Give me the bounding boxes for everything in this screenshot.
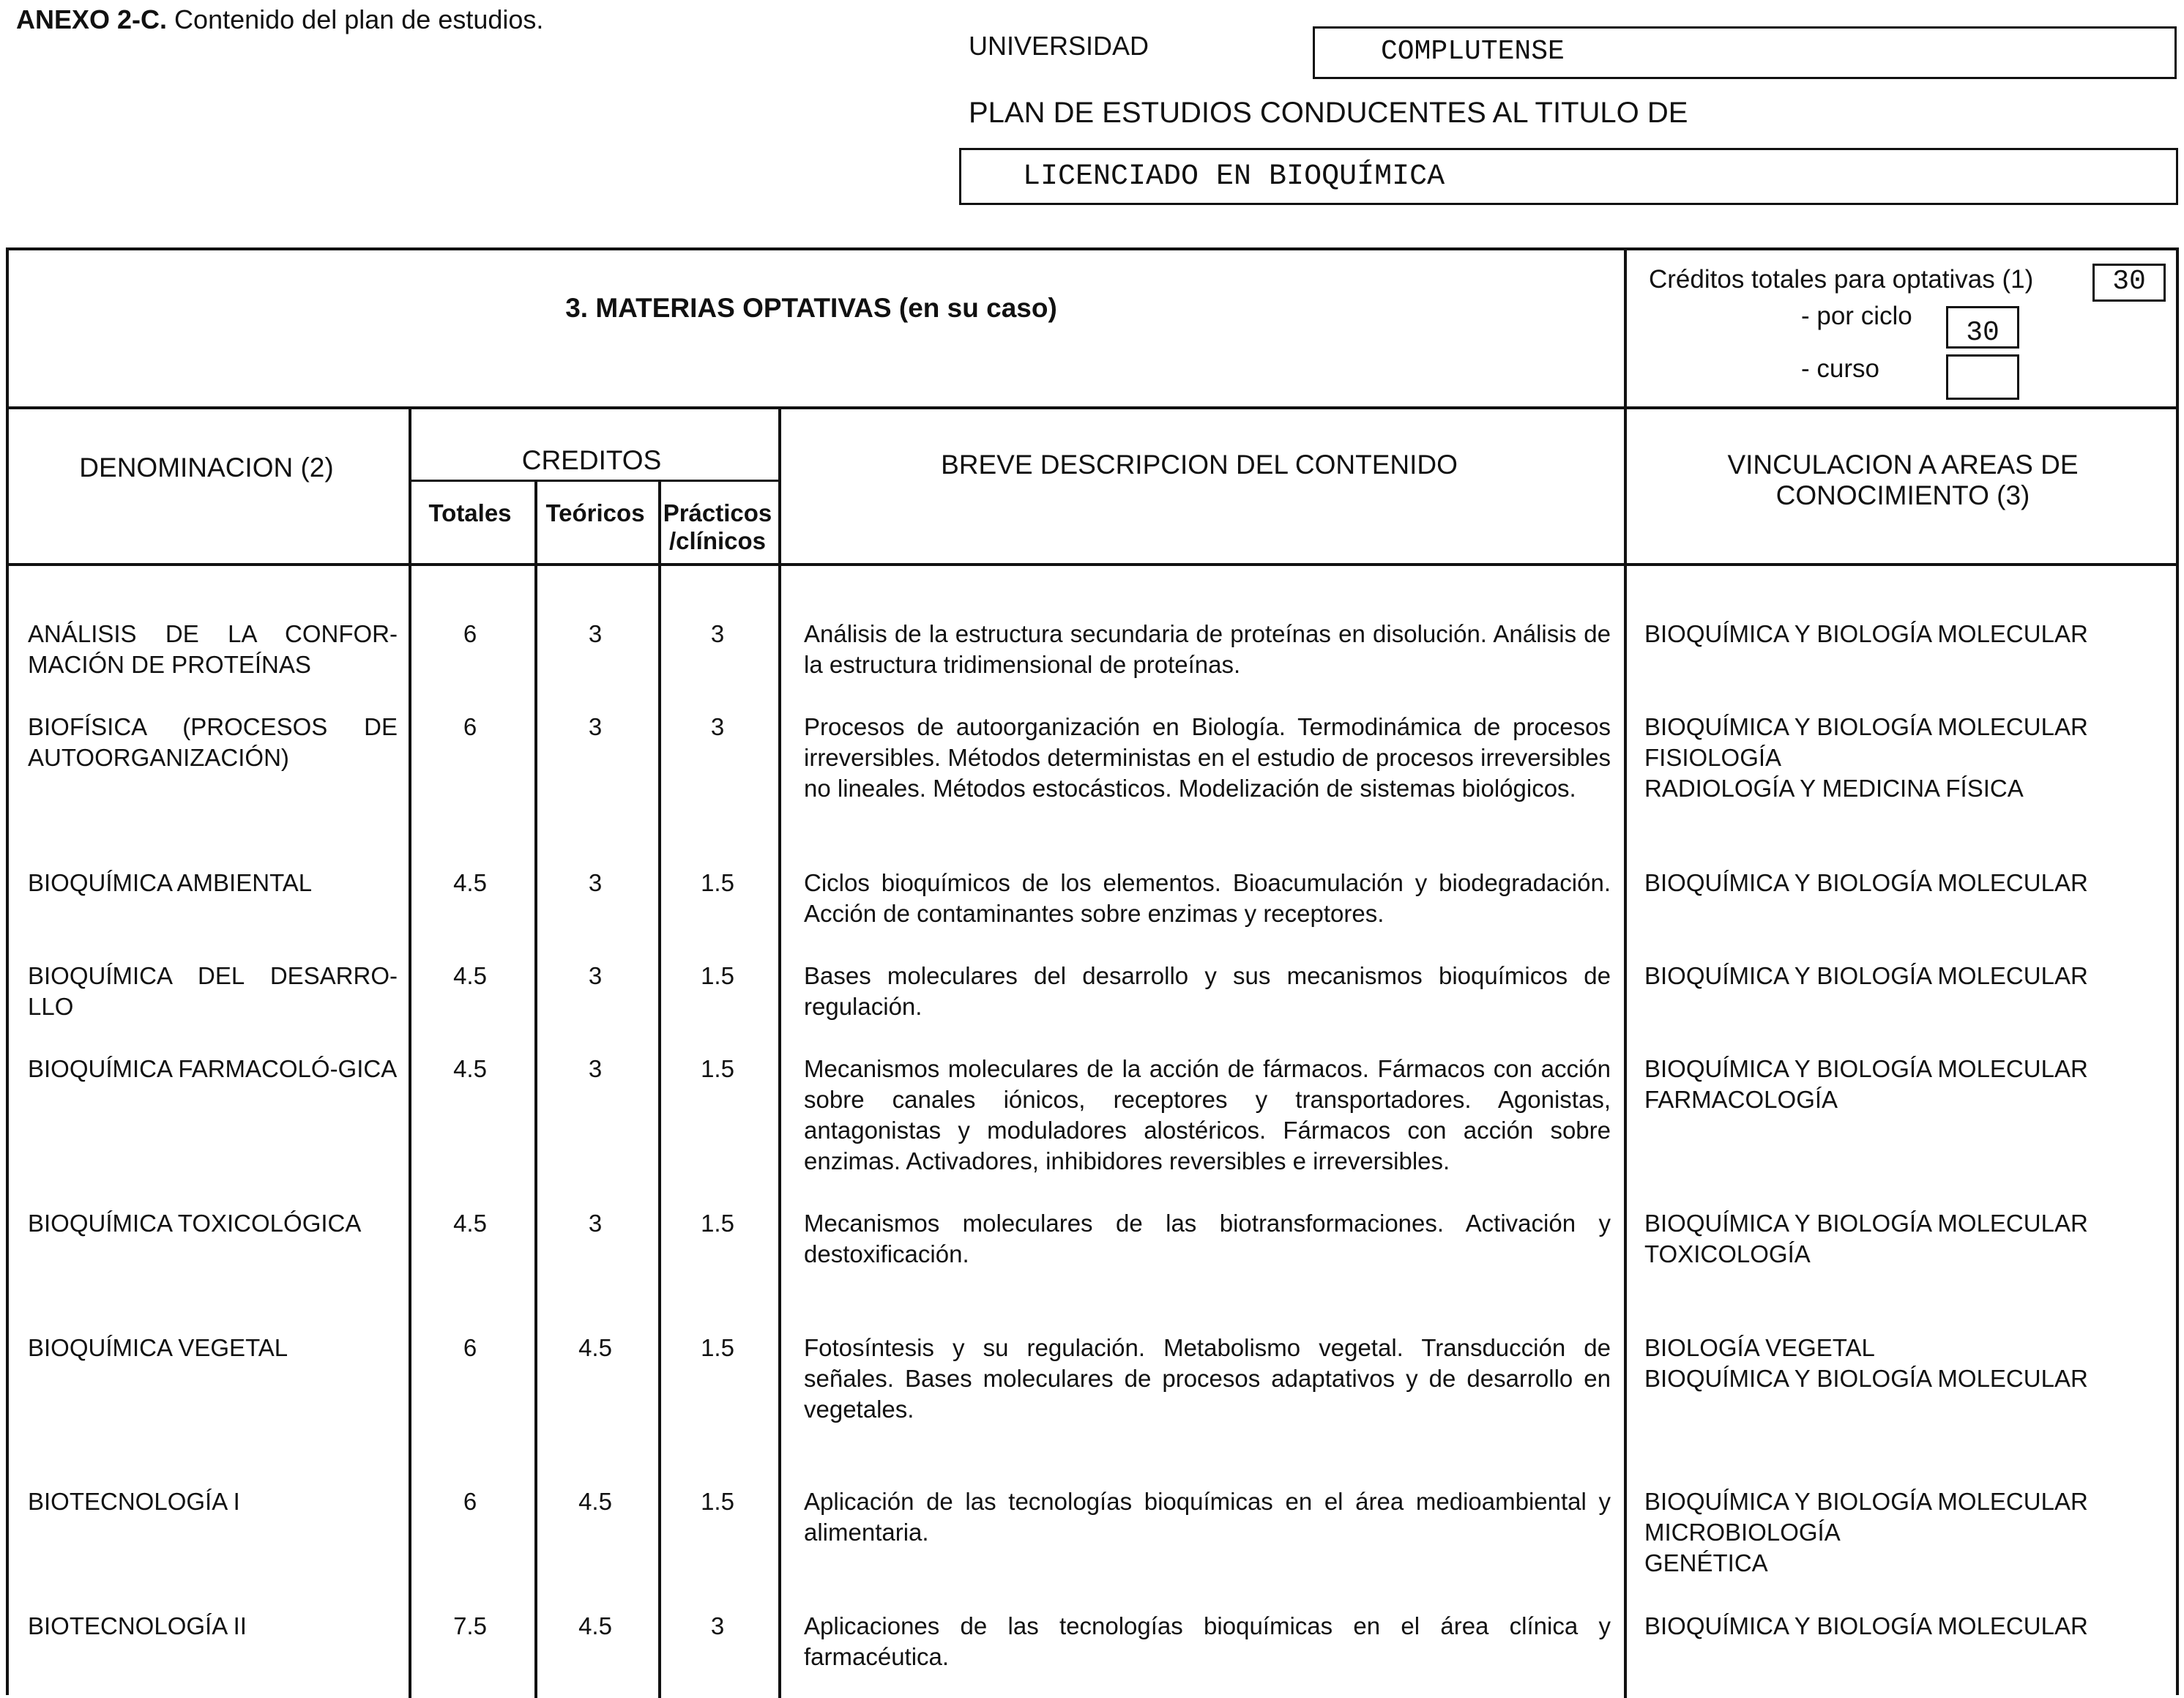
credits-total: 4.5 [453,962,487,989]
per-cycle-label: - por ciclo [1801,302,1912,330]
course-description: Aplicación de las tecnologías bioquímicas en el área medioambiental y alimentaria. [804,1488,1611,1546]
knowledge-areas: BIOQUÍMICA Y BIOLOGÍA MOLECULAR [1644,962,2088,989]
course-description: Bases moleculares del desarrollo y sus mecanismos bioquímicos de regulación. [804,962,1611,1020]
divider [778,406,781,1698]
course-description: Análisis de la estructura secundaria de proteínas en disolución. Análisis de la estructura tridimensional de proteínas. [804,620,1611,678]
knowledge-areas: BIOLOGÍA VEGETAL BIOQUÍMICA Y BIOLOGÍA MOLECULAR [1644,1334,2088,1392]
credits-theory: 3 [588,1210,603,1237]
knowledge-areas: BIOQUÍMICA Y BIOLOGÍA MOLECULAR FARMACOLOGÍA [1644,1055,2088,1113]
divider [409,480,778,482]
course-name: BIOQUÍMICA AMBIENTAL [28,869,313,896]
credits-total: 4.5 [453,1055,487,1082]
annex-title [16,4,543,35]
knowledge-areas: BIOQUÍMICA Y BIOLOGÍA MOLECULAR MICROBIOLOGÍA GENÉTICA [1644,1488,2088,1576]
divider [9,563,2176,566]
course-description: Mecanismos moleculares de la acción de fármacos. Fármacos con acción sobre canales iónicos, receptores y transportadores. Agonistas, antagonistas y moduladores alostéricos. Fármacos con acción sobre enzimas. Activadores, inhibidores reversibles e irreversibles. [804,1055,1611,1174]
credits-practice: 3 [710,620,725,647]
credits-total: 6 [463,713,477,740]
credits-total: 6 [463,620,477,647]
course-name: ANÁLISIS DE LA CONFOR-MACIÓN DE PROTEÍNAS [28,620,398,678]
credits-practice: 1.5 [701,869,734,896]
credits-theory: 4.5 [578,1488,612,1515]
column-header-totals: Totales [428,499,512,526]
knowledge-areas: BIOQUÍMICA Y BIOLOGÍA MOLECULAR [1644,620,2088,647]
credits-total: 6 [463,1488,477,1515]
credits-practice: 1.5 [701,1334,734,1361]
column-header-areas-line1: VINCULACION A AREAS DE [1727,450,2079,480]
degree-field: LICENCIADO EN BIOQUÍMICA [959,148,2178,205]
knowledge-areas: BIOQUÍMICA Y BIOLOGÍA MOLECULAR TOXICOLOGÍA [1644,1210,2088,1267]
credits-practice: 1.5 [701,1210,734,1237]
credits-theory: 3 [588,869,603,896]
university-label: UNIVERSIDAD [969,31,1149,61]
credits-theory: 3 [588,1055,603,1082]
column-header-areas [1624,450,2182,511]
credits-theory: 3 [588,962,603,989]
credits-practice: 1.5 [701,962,734,989]
credits-total: 4.5 [453,1210,487,1237]
credits-total: 7.5 [453,1612,487,1639]
course-name: BIOFÍSICA (PROCESOS DE AUTOORGANIZACIÓN) [28,713,398,771]
credits-practice: 3 [710,1612,725,1639]
course-name: BIOQUÍMICA FARMACOLÓ-GICA [28,1055,398,1082]
column-header-name: DENOMINACION (2) [79,453,334,483]
column-header-credits: CREDITOS [521,445,662,475]
knowledge-areas: BIOQUÍMICA Y BIOLOGÍA MOLECULAR FISIOLOGÍA RADIOLOGÍA Y MEDICINA FÍSICA [1644,713,2088,802]
credits-theory: 4.5 [578,1612,612,1639]
knowledge-areas: BIOQUÍMICA Y BIOLOGÍA MOLECULAR [1644,1612,2088,1639]
course-description: Ciclos bioquímicos de los elementos. Bioacumulación y biodegradación. Acción de contaminantes sobre enzimas y receptores. [804,869,1611,927]
column-header-practice-line2: /clínicos [668,527,767,554]
course-name: BIOQUÍMICA DEL DESARRO-LLO [28,962,398,1020]
course-name: BIOQUÍMICA TOXICOLÓGICA [28,1210,362,1237]
course-name: BIOTECNOLOGÍA II [28,1612,247,1639]
column-header-practice-line1: Prácticos [663,499,772,526]
credits-theory: 3 [588,620,603,647]
credits-practice: 1.5 [701,1488,734,1515]
divider [9,406,2176,409]
course-description: Fotosíntesis y su regulación. Metabolismo vegetal. Transducción de señales. Bases moleculares de procesos adaptativos y de desarrollo en vegetales. [804,1334,1611,1423]
credits-theory: 4.5 [578,1334,612,1361]
course-name: BIOQUÍMICA VEGETAL [28,1334,288,1361]
course-description: Aplicaciones de las tecnologías bioquímicas en el área clínica y farmacéutica. [804,1612,1611,1670]
credits-practice: 3 [710,713,725,740]
column-header-theory: Teóricos [545,499,645,526]
credits-total: 4.5 [453,869,487,896]
university-field: COMPLUTENSE [1313,26,2177,79]
column-header-areas-line2: CONOCIMIENTO (3) [1775,480,2030,510]
column-header-description: BREVE DESCRIPCION DEL CONTENIDO [941,450,1458,480]
course-description: Mecanismos moleculares de las biotransformaciones. Activación y destoxificación. [804,1210,1611,1267]
annex-text: Contenido del plan de estudios. [167,4,544,34]
optional-credits-total: 30 [2092,264,2166,302]
per-cycle-value: 30 [1946,306,2019,349]
credits-theory: 3 [588,713,603,740]
knowledge-areas: BIOQUÍMICA Y BIOLOGÍA MOLECULAR [1644,869,2088,896]
course-description: Procesos de autoorganización en Biología. Termodinámica de procesos irreversibles. Métodos deterministas en el estudio de procesos irreversibles no lineales. Métodos estocásticos. Modelización de sistemas biológicos. [804,713,1611,802]
per-course-value [1946,354,2019,400]
course-name: BIOTECNOLOGÍA I [28,1488,240,1515]
credits-total: 6 [463,1334,477,1361]
annex-label: ANEXO 2-C. [16,4,168,34]
optional-credits-label: Créditos totales para optativas (1) [1649,265,2034,294]
section-title: 3. MATERIAS OPTATIVAS (en su caso) [565,293,1057,323]
per-course-label: - curso [1801,354,1879,383]
plan-label: PLAN DE ESTUDIOS CONDUCENTES AL TITULO DE [969,97,1688,129]
column-header-practice [658,499,777,555]
credits-practice: 1.5 [701,1055,734,1082]
